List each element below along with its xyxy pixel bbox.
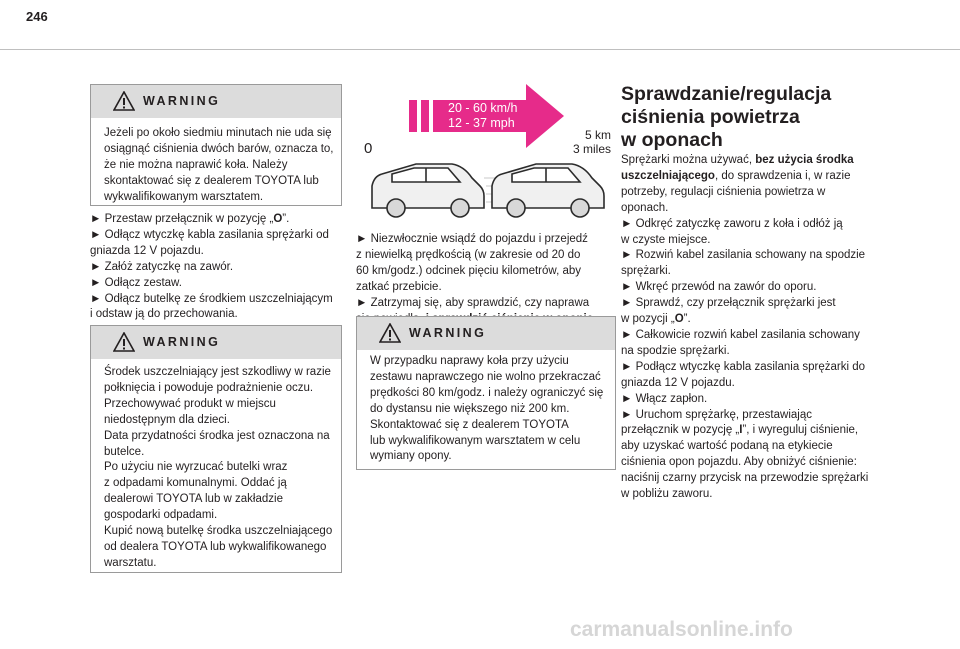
text-line: Po użyciu nie wyrzucać butelki wraz [104,461,288,474]
step-line: ► Rozwiń kabel zasilania schowany na spodzie [621,249,866,262]
step-line: ► Zatrzymaj się, aby sprawdzić, czy naprawa [356,296,590,309]
warning-box-2 [90,325,342,573]
warning-triangle-icon [113,332,135,352]
distance-km: 5 km [584,128,611,142]
heading-line: Sprawdzanie/regulacja [621,83,832,105]
text-line: lub wykwalifikowanym warsztatem w celu [370,434,581,447]
step-line: zatkać przebicie. [356,280,442,293]
text-line: dealerowi TOYOTA lub w zakładzie [104,493,283,506]
text-line: że nie można naprawić koła. Należy [104,158,288,171]
step-line [90,212,345,228]
distance-label [565,128,611,156]
distance-miles: 3 miles [572,142,611,156]
step-line: ► Załóż zatyczkę na zawór. [90,260,234,273]
warning-text [104,365,332,572]
text-span: ”, i wyreguluj ciśnienie, [742,424,859,437]
bold-span: uszczelniającego [621,169,715,182]
text-line: niedostępnym dla dzieci. [104,413,230,426]
warning-header [91,85,341,118]
warning-header [357,317,615,350]
warning-title: WARNING [409,326,487,340]
step-line [621,169,891,185]
bold-span: O [273,213,283,225]
text-line: prędkości 80 km/godz. i należy ograniczyć się [370,386,604,399]
text-line: od dealera TOYOTA lub wykwalifikowanego [104,540,327,553]
step-line: ► Odłącz wtyczkę kabla zasilania sprężarki od [90,228,329,241]
step-line: ► Odkręć zatyczkę zaworu z koła i odłóż ją [621,217,843,230]
text-span: Sprężarki można używać, [621,154,756,166]
bold-span: I [739,424,743,437]
step-line: potrzeby, regulacji ciśnienia powietrza w [621,185,826,198]
step-line: ► Włącz zapłon. [621,392,708,405]
car-left-icon [372,164,484,217]
watermark: carmanualsonline.info [570,618,793,641]
step-line: ► Odłącz butelkę ze środkiem uszczelniającym [90,292,333,305]
text-line: skontaktować się z dealerem TOYOTA lub [104,174,319,187]
step-line: ► Odłącz zestaw. [90,276,182,289]
steps-list-left [90,212,345,323]
header-divider [0,49,960,50]
text-line: Przechowywać produkt w miejscu [104,397,276,410]
warning-text [104,126,334,206]
section-heading [621,83,831,152]
text-line: zestawu naprawczego nie wolno przekraczać [370,370,601,383]
warning-text [370,354,603,465]
page-number: 246 [26,9,48,24]
steps-list-right [621,153,891,503]
step-line [621,153,891,169]
step-line: oponach. [621,201,669,214]
text-span: , do sprawdzenia i, w razie [714,169,851,182]
step-line: w czyste miejsce. [621,233,711,246]
step-line: z niewielką prędkością (w zakresie od 20 do [356,248,581,261]
bold-span: bez użycia środka [755,154,854,166]
text-line: gospodarki odpadami. [104,509,218,522]
step-line [621,423,891,439]
step-line: sprężarki. [621,265,671,278]
text-span: ”. [683,313,691,326]
step-line: ► Całkowicie rozwiń kabel zasilania schowany [621,328,860,341]
warning-box-1 [90,84,342,206]
speed-bar-2 [421,100,429,132]
step-line: gniazda 12 V pojazdu. [621,376,735,389]
text-line: z odpadami komunalnymi. Oddać ją [104,477,287,490]
speed-label [448,101,517,131]
step-line: na spodzie sprężarki. [621,344,730,357]
heading-line: ciśnienia powietrza [621,106,800,128]
step-line: gniazda 12 V pojazdu. [90,244,204,257]
warning-triangle-icon [113,91,135,111]
text-line: Kupić nową butelkę środka uszczelniającego [104,525,333,538]
step-line: naciśnij czarny przycisk na przewodzie sprężarki [621,472,869,485]
warning-triangle-icon [379,323,401,343]
text-span: ► Przestaw przełącznik w pozycję „ [90,213,274,225]
text-span: w pozycji „ [621,313,675,326]
step-line: ► Wkręć przewód na zawór do oporu. [621,281,817,294]
text-line: do dystansu nie większego niż 200 km. [370,402,570,415]
text-line: Data przydatności środka jest oznaczona na [104,429,330,442]
step-line: ► Sprawdź, czy przełącznik sprężarki jest [621,297,836,310]
step-line: ciśnienia opon pojazdu. Aby obniżyć ciśnienie: [621,456,857,469]
warning-box-3 [356,316,616,470]
text-span: przełącznik w pozycję „ [621,424,740,437]
warning-header [91,326,341,359]
warning-title: WARNING [143,335,221,349]
step-line: aby uzyskać wartość podaną na etykiecie [621,440,833,453]
text-line: wykwalifikowanym warsztatem. [104,190,264,203]
car-right-icon [492,164,604,217]
text-line: butelce. [104,445,145,458]
step-line: i odstaw ją do przechowania. [90,308,238,321]
text-line: osiągnąć ciśnienia dwóch barów, oznacza to, [104,142,334,155]
text-line: połknięcia i powoduje podrażnienie oczu. [104,381,314,394]
text-line: W przypadku naprawy koła przy użyciu [370,355,569,367]
text-line: wymiany opony. [370,450,452,463]
step-line: 60 km/godz.) odcinek pięciu kilometrów, aby [356,264,581,277]
warning-title: WARNING [143,94,221,108]
start-label: 0 [364,140,373,157]
text-span: ”. [282,213,290,225]
text-line: Środek uszczelniający jest szkodliwy w razie [104,366,331,378]
step-line: ► Niezwłocznie wsiądź do pojazdu i przejedź [356,233,588,245]
speed-kmh: 20 - 60 km/h [448,101,518,115]
bold-span: O [674,313,684,326]
speed-mph: 12 - 37 mph [448,116,515,130]
step-line: ► Podłącz wtyczkę kabla zasilania sprężarki do [621,360,866,373]
steps-list-middle [356,232,621,327]
text-line: warsztatu. [104,556,157,569]
step-line: ► Uruchom sprężarkę, przestawiając [621,408,812,421]
heading-line: w oponach [621,129,723,151]
speed-bar-1 [409,100,417,132]
step-line [621,312,891,328]
text-line: Jeżeli po około siedmiu minutach nie uda się [104,127,332,139]
text-line: Skontaktować się z dealerem TOYOTA [370,418,569,431]
step-line: w pobliżu zaworu. [621,488,713,501]
